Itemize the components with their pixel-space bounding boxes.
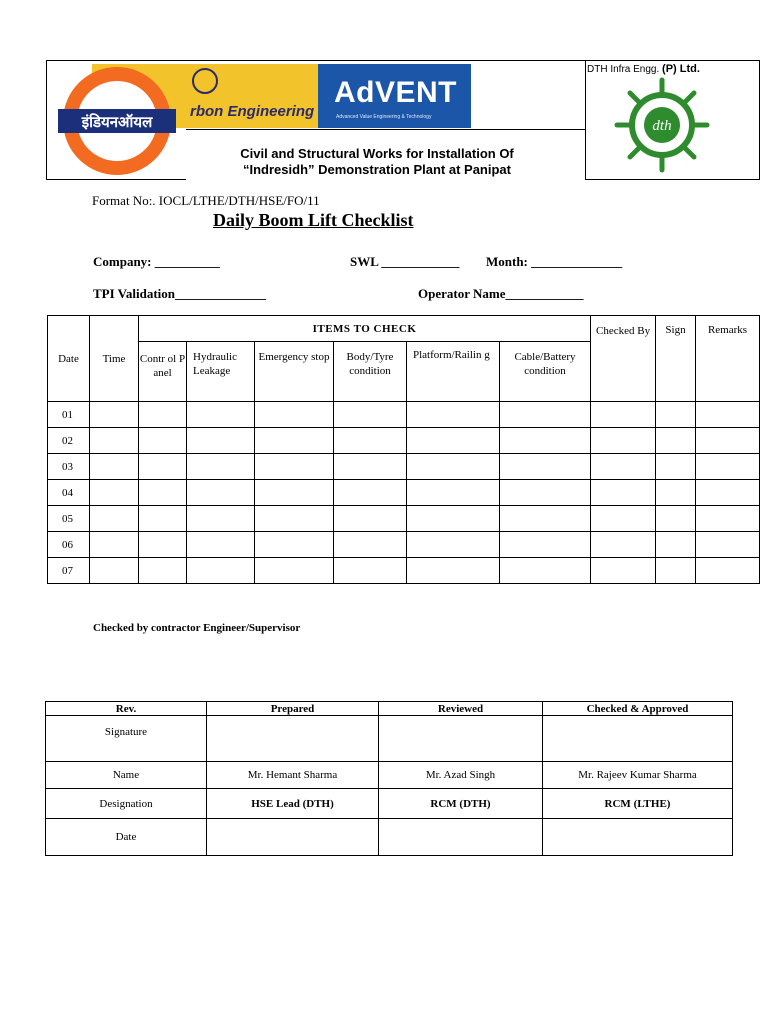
prepared-header: Prepared <box>207 702 379 716</box>
rev-header: Rev. <box>46 702 207 716</box>
operator-name-field: Operator Name____________ <box>418 286 584 301</box>
checklist-table <box>47 315 760 584</box>
row-cell <box>656 532 696 558</box>
dth-company-prefix: DTH Infra Engg. <box>587 64 660 75</box>
row-cell <box>407 532 500 558</box>
row-cell <box>500 454 591 480</box>
lt-logo-icon <box>192 68 218 94</box>
col-time-header: Time <box>90 316 139 402</box>
checklist-row <box>48 454 760 480</box>
row-cell <box>591 506 656 532</box>
dth-logo <box>593 76 731 174</box>
row-cell <box>696 506 760 532</box>
row-cell <box>334 480 407 506</box>
row-cell <box>90 428 139 454</box>
row-cell <box>139 506 187 532</box>
reviewed-signature <box>379 716 543 762</box>
row-date-cell: 06 <box>48 532 90 558</box>
header-divider-vertical <box>585 60 586 180</box>
row-cell <box>90 532 139 558</box>
row-cell <box>187 454 255 480</box>
col-sign-header: Sign <box>656 316 696 402</box>
checklist-row <box>48 532 760 558</box>
row-cell <box>139 532 187 558</box>
header-divider-horizontal <box>186 129 585 130</box>
item-emergency-stop: Emergency stop <box>255 342 334 402</box>
row-cell <box>696 428 760 454</box>
row-cell <box>591 428 656 454</box>
date-label: Date <box>46 819 207 856</box>
row-date-cell: 01 <box>48 402 90 428</box>
approved-name: Mr. Rajeev Kumar Sharma <box>543 762 733 789</box>
row-cell <box>696 454 760 480</box>
row-cell <box>334 532 407 558</box>
row-cell <box>90 506 139 532</box>
dth-company-suffix: (P) Ltd. <box>662 63 700 75</box>
row-cell <box>187 506 255 532</box>
approved-designation: RCM (LTHE) <box>543 789 733 819</box>
row-cell <box>255 532 334 558</box>
row-cell <box>407 506 500 532</box>
item-control-panel: Contr ol Panel <box>139 342 187 402</box>
row-cell <box>187 402 255 428</box>
reviewed-name: Mr. Azad Singh <box>379 762 543 789</box>
row-cell <box>407 558 500 584</box>
dth-company-name <box>587 63 700 75</box>
row-cell <box>255 506 334 532</box>
header-bottom-left <box>46 179 186 180</box>
dth-logo-text: dth <box>652 118 672 134</box>
project-title-line1: Civil and Structural Works for Installation Of <box>240 146 514 161</box>
col-remarks-header: Remarks <box>696 316 760 402</box>
row-date-cell: 04 <box>48 480 90 506</box>
row-cell <box>591 532 656 558</box>
row-cell <box>255 558 334 584</box>
row-cell <box>407 480 500 506</box>
row-cell <box>90 454 139 480</box>
company-field: Company: __________ <box>93 254 220 269</box>
project-title-line2: “Indresidh” Demonstration Plant at Panipat <box>243 162 511 177</box>
checklist-row <box>48 402 760 428</box>
row-cell <box>656 428 696 454</box>
swl-field: SWL ____________ <box>350 254 460 269</box>
checked-approved-header: Checked & Approved <box>543 702 733 716</box>
row-cell <box>500 428 591 454</box>
prepared-name: Mr. Hemant Sharma <box>207 762 379 789</box>
item-platform-railing: Platform/Railin g <box>407 342 500 402</box>
row-cell <box>500 480 591 506</box>
row-cell <box>656 480 696 506</box>
project-title <box>187 146 567 178</box>
signature-label: Signature <box>46 716 207 762</box>
iocl-logo-text: इंडियनऑयल <box>81 113 153 131</box>
item-cable-battery: Cable/Battery condition <box>500 342 591 402</box>
approved-signature <box>543 716 733 762</box>
row-date-cell: 05 <box>48 506 90 532</box>
items-to-check-header: ITEMS TO CHECK <box>139 316 591 342</box>
advent-logo-subtext: Advanced Value Engineering & Technology <box>336 114 432 120</box>
checklist-row <box>48 506 760 532</box>
row-cell <box>90 558 139 584</box>
prepared-designation: HSE Lead (DTH) <box>207 789 379 819</box>
row-cell <box>696 402 760 428</box>
row-cell <box>187 558 255 584</box>
row-cell <box>255 428 334 454</box>
signoff-table <box>45 701 733 856</box>
prepared-signature <box>207 716 379 762</box>
document-title: Daily Boom Lift Checklist <box>213 210 414 230</box>
row-cell <box>656 558 696 584</box>
row-cell <box>334 428 407 454</box>
row-date-cell: 07 <box>48 558 90 584</box>
item-body-tyre: Body/Tyre condition <box>334 342 407 402</box>
format-number: Format No:. IOCL/LTHE/DTH/HSE/FO/11 <box>92 193 320 208</box>
row-cell <box>407 402 500 428</box>
checklist-row <box>48 558 760 584</box>
tpi-validation-field: TPI Validation______________ <box>93 286 267 301</box>
col-date-header: Date <box>48 316 90 402</box>
month-field: Month: ______________ <box>486 254 623 269</box>
designation-label: Designation <box>46 789 207 819</box>
approved-date <box>543 819 733 856</box>
row-cell <box>334 558 407 584</box>
lt-logo-text: rbon Engineering <box>190 103 315 120</box>
row-cell <box>90 402 139 428</box>
row-cell <box>407 428 500 454</box>
row-cell <box>139 428 187 454</box>
row-cell <box>591 558 656 584</box>
row-cell <box>656 454 696 480</box>
row-cell <box>255 454 334 480</box>
row-cell <box>656 506 696 532</box>
row-cell <box>591 480 656 506</box>
reviewed-designation: RCM (DTH) <box>379 789 543 819</box>
row-cell <box>500 506 591 532</box>
row-cell <box>187 428 255 454</box>
row-cell <box>591 454 656 480</box>
row-cell <box>591 402 656 428</box>
row-date-cell: 02 <box>48 428 90 454</box>
row-cell <box>696 532 760 558</box>
row-cell <box>139 402 187 428</box>
row-cell <box>334 454 407 480</box>
header-bottom-right <box>585 179 760 180</box>
advent-logo-text: AdVENT <box>334 76 457 109</box>
row-cell <box>90 480 139 506</box>
row-cell <box>407 454 500 480</box>
row-cell <box>334 506 407 532</box>
row-cell <box>139 558 187 584</box>
prepared-date <box>207 819 379 856</box>
row-cell <box>255 480 334 506</box>
checklist-row <box>48 480 760 506</box>
col-checked-by-header: Checked By <box>591 316 656 402</box>
name-label: Name <box>46 762 207 789</box>
checked-by-contractor: Checked by contractor Engineer/Supervisor <box>93 622 301 634</box>
row-cell <box>139 454 187 480</box>
row-cell <box>696 558 760 584</box>
row-cell <box>500 558 591 584</box>
item-hydraulic-leakage: Hydraulic Leakage <box>187 342 255 402</box>
row-cell <box>139 480 187 506</box>
row-cell <box>696 480 760 506</box>
row-cell <box>500 532 591 558</box>
iocl-logo <box>52 66 182 176</box>
row-cell <box>187 532 255 558</box>
reviewed-header: Reviewed <box>379 702 543 716</box>
checklist-row <box>48 428 760 454</box>
row-date-cell: 03 <box>48 454 90 480</box>
row-cell <box>334 402 407 428</box>
row-cell <box>656 402 696 428</box>
row-cell <box>187 480 255 506</box>
reviewed-date <box>379 819 543 856</box>
row-cell <box>500 402 591 428</box>
row-cell <box>255 402 334 428</box>
